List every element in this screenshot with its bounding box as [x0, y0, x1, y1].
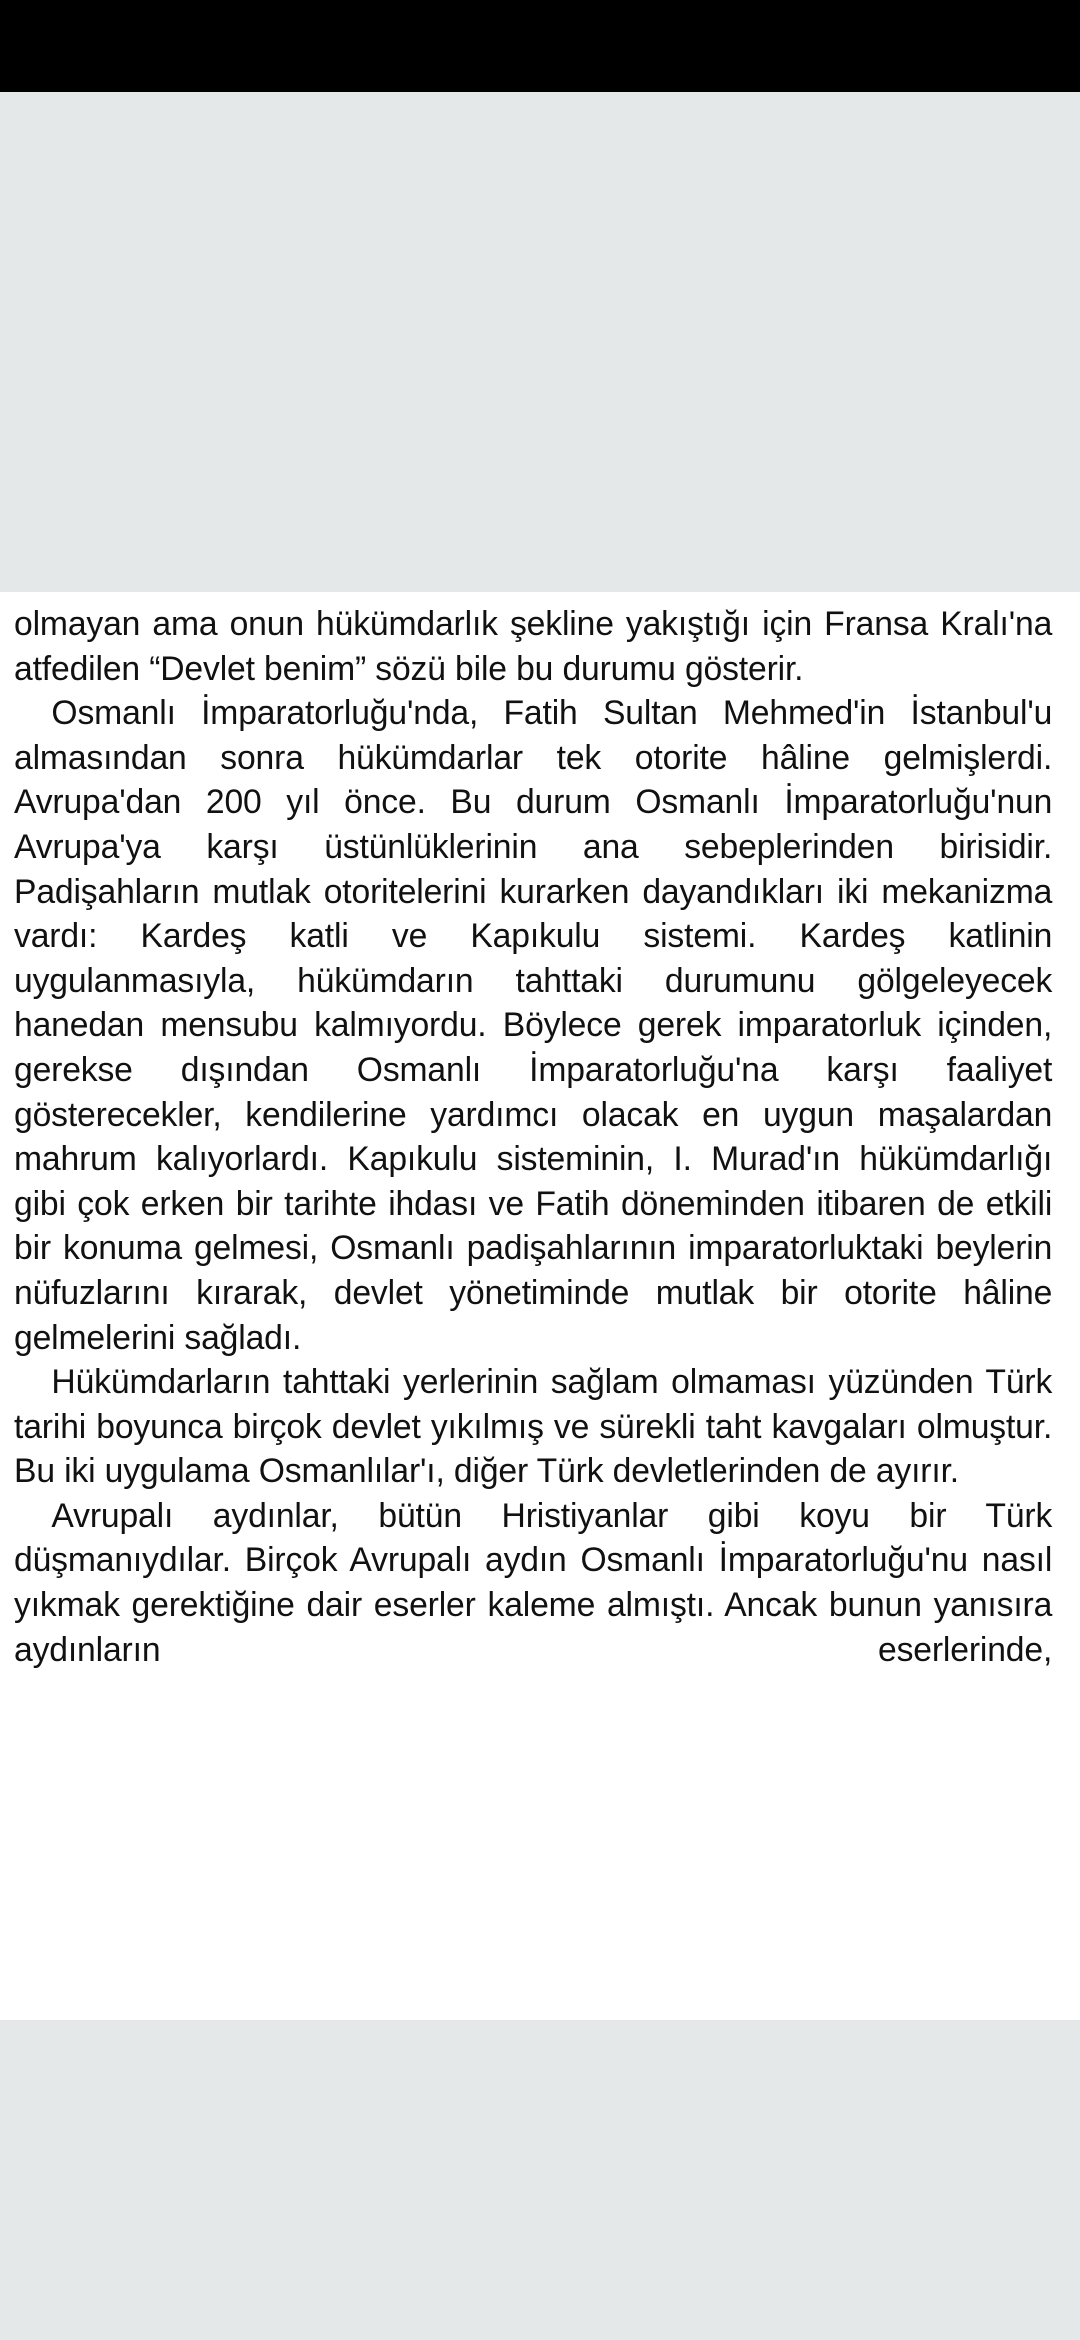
- paragraph-1: olmayan ama onun hükümdarlık şekline yakıştığı için Fransa Kralı'na atfedilen “Devlet benim” sözü bile bu durumu gösterir.: [14, 605, 1053, 688]
- reader-surface[interactable]: [0, 92, 1080, 2340]
- page-text-body: [14, 602, 1068, 1717]
- paragraph-4: Avrupalı aydınlar, bütün Hristiyanlar gibi koyu bir Türk düşmanıydılar. Birçok Avrupalı aydın Osmanlı İmparatorluğu'nu nasıl yıkmak gerektiğine dair eserler kaleme almıştı. Ancak bunun yanısıra aydınların eserlerinde,: [14, 1496, 1053, 1669]
- status-bar: [0, 0, 1080, 92]
- book-page-sheet[interactable]: [0, 592, 1080, 2020]
- paragraph-2: Osmanlı İmparatorluğu'nda, Fatih Sultan Mehmed'in İstanbul'u almasından sonra hükümdarlar tek otorite hâline gelmişlerdi. Avrupa'dan 200 yıl önce. Bu durum Osmanlı İmparatorluğu'nun Avrupa'ya karşı üstünlüklerinin ana sebeplerinden birisidir. Padişahların mutlak otoritelerini kurarken dayandıkları iki mekanizma vardı: Kardeş katli ve Kapıkulu sistemi. Kardeş katlinin uygulanmasıyla, hükümdarın tahttaki durumunu gölgeleyecek hanedan mensubu kalmıyordu. Böylece gerek imparatorluk içinden, gerekse dışından Osmanlı İmparatorluğu'na karşı faaliyet gösterecekler, kendilerine yardımcı olacak en uygun maşalardan mahrum kalıyorlardı. Kapıkulu sisteminin, I. Murad'ın hükümdarlığı gibi çok erken bir tarihte ihdası ve Fatih döneminden itibaren de etkili bir konuma gelmesi, Osmanlı padişahlarının imparatorluktaki beylerin nüfuzlarını kırarak, devlet yönetiminde mutlak bir otorite hâline gelmelerini sağladı.: [14, 694, 1053, 1357]
- paragraph-3: Hükümdarların tahttaki yerlerinin sağlam olmaması yüzünden Türk tarihi boyunca birçok devlet yıkılmış ve sürekli taht kavgaları olmuştur. Bu iki uygulama Osmanlılar'ı, diğer Türk devletlerinden de ayırır.: [14, 1363, 1053, 1491]
